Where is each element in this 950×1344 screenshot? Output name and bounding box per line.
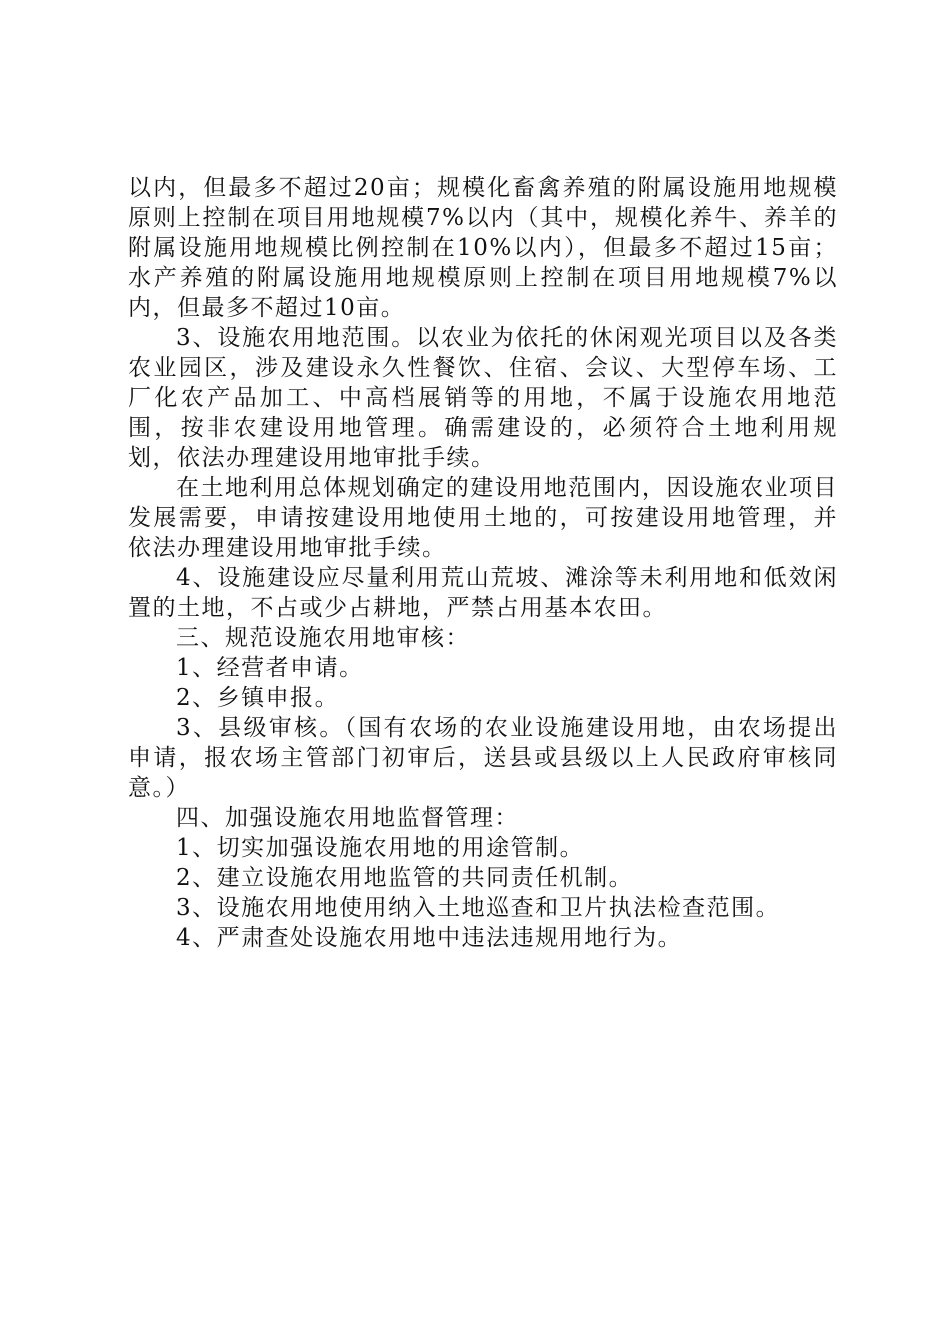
section-heading-review: 三、规范设施农用地审核： [176,625,470,651]
list-item-inspection-scope: 3、设施农用地使用纳入土地巡查和卫片执法检查范围。 [176,895,781,921]
paragraph-construction-land-use: 在土地利用总体规划确定的建设用地范围内，因设施农业项目发展需要，申请按建设用地使用土地的，可按建设用地管理，并依法办理建设用地审批手续。 [128,475,838,561]
paragraph-facility-scale-limits: 以内，但最多不超过20亩；规模化畜禽养殖的附属设施用地规模原则上控制在项目用地规模7%以内（其中，规模化养牛、养羊的附属设施用地规模比例控制在10%以内），但最多不超过15亩；水产养殖的附属设施用地规模原则上控制在项目用地规模7%以内，但最多不超过10亩。 [128,175,838,321]
list-item-violation-enforcement: 4、严肃查处设施农用地中违法违规用地行为。 [176,925,683,951]
paragraph-facility-land-scope: 3、设施农用地范围。以农业为依托的休闲观光项目以及各类农业园区，涉及建设永久性餐饮、住宿、会议、大型停车场、工厂化农产品加工、中高档展销等的用地，不属于设施农用地范围，按非农建设用地管理。确需建设的，必须符合土地利用规划，依法办理建设用地审批手续。 [128,325,838,471]
list-item-county-review: 3、县级审核。（国有农场的农业设施建设用地，由农场提出申请，报农场主管部门初审后，送县或县级以上人民政府审核同意。） [128,715,838,801]
document-body [128,173,838,953]
section-heading-supervision: 四、加强设施农用地监督管理： [176,805,519,831]
list-item-township-report: 2、乡镇申报。 [176,685,340,711]
list-item-use-control: 1、切实加强设施农用地的用途管制。 [176,835,585,861]
paragraph-unused-land-priority: 4、设施建设应尽量利用荒山荒坡、滩涂等未利用地和低效闲置的土地，不占或少占耕地，严禁占用基本农田。 [128,565,838,621]
list-item-operator-application: 1、经营者申请。 [176,655,364,681]
list-item-joint-responsibility: 2、建立设施农用地监管的共同责任机制。 [176,865,634,891]
